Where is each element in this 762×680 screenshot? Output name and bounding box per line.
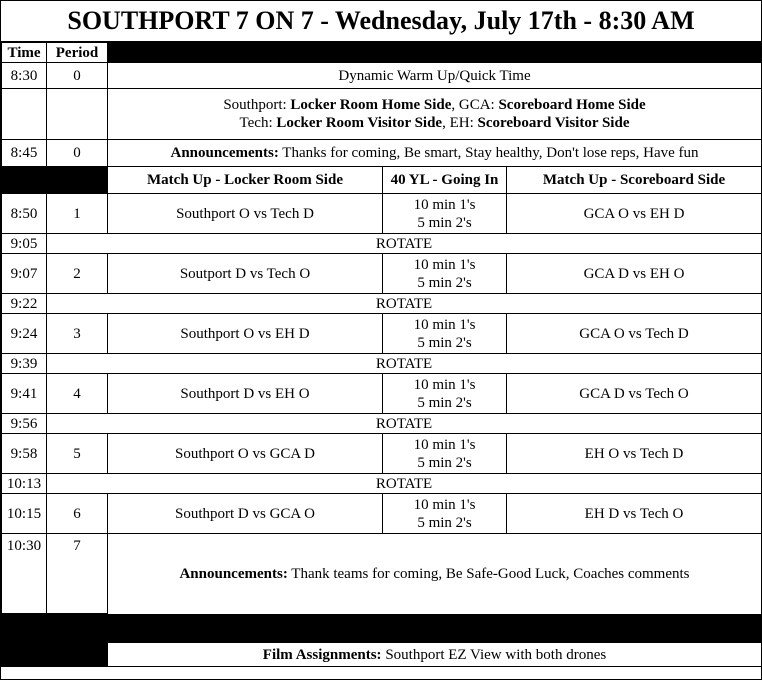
film-filler [2,643,108,667]
match-row [2,254,762,294]
warmup-text: Dynamic Warm Up/Quick Time [108,63,762,89]
yard-line-first: 10 min 1's [413,436,476,453]
match-row [2,374,762,414]
yard-line-cell [383,194,507,234]
match-row [2,434,762,474]
location-segment: Scoreboard Home Side [498,97,646,113]
scoreboard-header: Match Up - Scoreboard Side [507,167,762,194]
location-segment: Scoreboard Visitor Side [477,115,630,131]
film-assignments-body: Southport EZ View with both drones [381,646,607,663]
film-assignments-label: Film Assignments: [262,646,382,663]
yard-line-second: 5 min 2's [417,394,472,411]
warmup-row [2,63,762,89]
time-cell: 8:30 [2,63,47,89]
period-cell [47,89,108,140]
scoreboard-matchup: GCA O vs EH D [507,194,762,234]
time-cell [2,89,47,140]
header-row [2,43,762,63]
scoreboard-matchup: GCA D vs EH O [507,254,762,294]
announcements-row [2,140,762,167]
rotate-row [2,354,762,374]
period-cell: 4 [47,374,108,414]
announcements-body: Thanks for coming, Be smart, Stay healthy, Don't lose reps, Have fun [278,145,699,161]
yard-line-second: 5 min 2's [417,214,472,231]
time-cell: 8:45 [2,140,47,167]
schedule-table [1,42,762,667]
time-cell: 10:15 [2,494,47,534]
match-schedule [2,194,762,534]
match-row [2,314,762,354]
yard-line-first: 10 min 1's [413,376,476,393]
location-segment: Locker Room Home Side [290,97,452,113]
yard-line-cell [383,314,507,354]
yard-line-first: 10 min 1's [413,316,476,333]
film-row [2,643,762,667]
time-cell: 9:22 [2,294,47,314]
locations-row [2,89,762,140]
scoreboard-matchup: GCA D vs Tech O [507,374,762,414]
page-title: SOUTHPORT 7 ON 7 - Wednesday, July 17th - 8:30 AM [1,1,761,42]
time-cell: 9:58 [2,434,47,474]
rotate-row [2,294,762,314]
location-segment: , GCA: [451,97,499,113]
film-assignments-text [108,643,762,667]
announcements-label: Announcements: [170,145,279,161]
location-segment: Locker Room Visitor Side [276,115,443,131]
yard-line-second: 5 min 2's [417,334,472,351]
locker-room-matchup: Southport D vs EH O [108,374,383,414]
time-cell: 9:41 [2,374,47,414]
period-cell: 0 [47,140,108,167]
scoreboard-matchup: EH D vs Tech O [507,494,762,534]
location-segment: Southport: [223,97,291,113]
yard-line-second: 5 min 2's [417,454,472,471]
rotate-label: ROTATE [47,294,762,314]
yard-line-cell [383,254,507,294]
header-filler [108,43,762,63]
period-cell: 0 [47,63,108,89]
period-cell: 2 [47,254,108,294]
period-cell: 5 [47,434,108,474]
yard-line-first: 10 min 1's [413,256,476,273]
locations-line-2 [108,114,761,132]
matchup-header-row [2,167,762,194]
locker-room-header: Match Up - Locker Room Side [108,167,383,194]
scoreboard-matchup: EH O vs Tech D [507,434,762,474]
time-cell: 9:39 [2,354,47,374]
rotate-row [2,414,762,434]
final-announcements-text [108,534,762,615]
period-cell: 3 [47,314,108,354]
final-announcements-row [2,534,762,614]
yard-line-second: 5 min 2's [417,274,472,291]
yard-line-cell [383,494,507,534]
scoreboard-matchup: GCA O vs Tech D [507,314,762,354]
period-cell: 7 [47,534,108,614]
period-header: Period [47,43,108,63]
yard-line-cell [383,434,507,474]
locations-line-1 [108,96,761,114]
announcements-text [108,140,762,167]
locker-room-matchup: Soutport D vs Tech O [108,254,383,294]
yard-line-first: 10 min 1's [413,496,476,513]
spacer-filler [2,615,762,643]
time-cell: 9:24 [2,314,47,354]
yard-line-second: 5 min 2's [417,514,472,531]
match-row [2,194,762,234]
time-header: Time [2,43,47,63]
rotate-label: ROTATE [47,354,762,374]
location-segment: Tech: [239,115,277,131]
locations-text [108,89,762,140]
final-announcements-label: Announcements: [179,566,288,582]
rotate-label: ROTATE [47,474,762,494]
period-cell: 1 [47,194,108,234]
yard-line-first: 10 min 1's [413,196,476,213]
time-cell: 8:50 [2,194,47,234]
time-cell: 10:13 [2,474,47,494]
yard-line-cell [383,374,507,414]
final-announcements-body: Thank teams for coming, Be Safe-Good Luck, Coaches comments [287,566,690,582]
locker-room-matchup: Southport D vs GCA O [108,494,383,534]
locker-room-matchup: Southport O vs Tech D [108,194,383,234]
time-cell: 9:56 [2,414,47,434]
rotate-row [2,474,762,494]
location-segment: , EH: [442,115,478,131]
locker-room-matchup: Southport O vs EH D [108,314,383,354]
rotate-label: ROTATE [47,414,762,434]
match-row [2,494,762,534]
time-cell: 9:05 [2,234,47,254]
spacer-row [2,615,762,643]
locker-room-matchup: Southport O vs GCA D [108,434,383,474]
matchup-header-filler [2,167,108,194]
time-cell: 10:30 [2,534,47,614]
period-cell: 6 [47,494,108,534]
rotate-label: ROTATE [47,234,762,254]
yard-line-header: 40 YL - Going In [383,167,507,194]
time-cell: 9:07 [2,254,47,294]
rotate-row [2,234,762,254]
